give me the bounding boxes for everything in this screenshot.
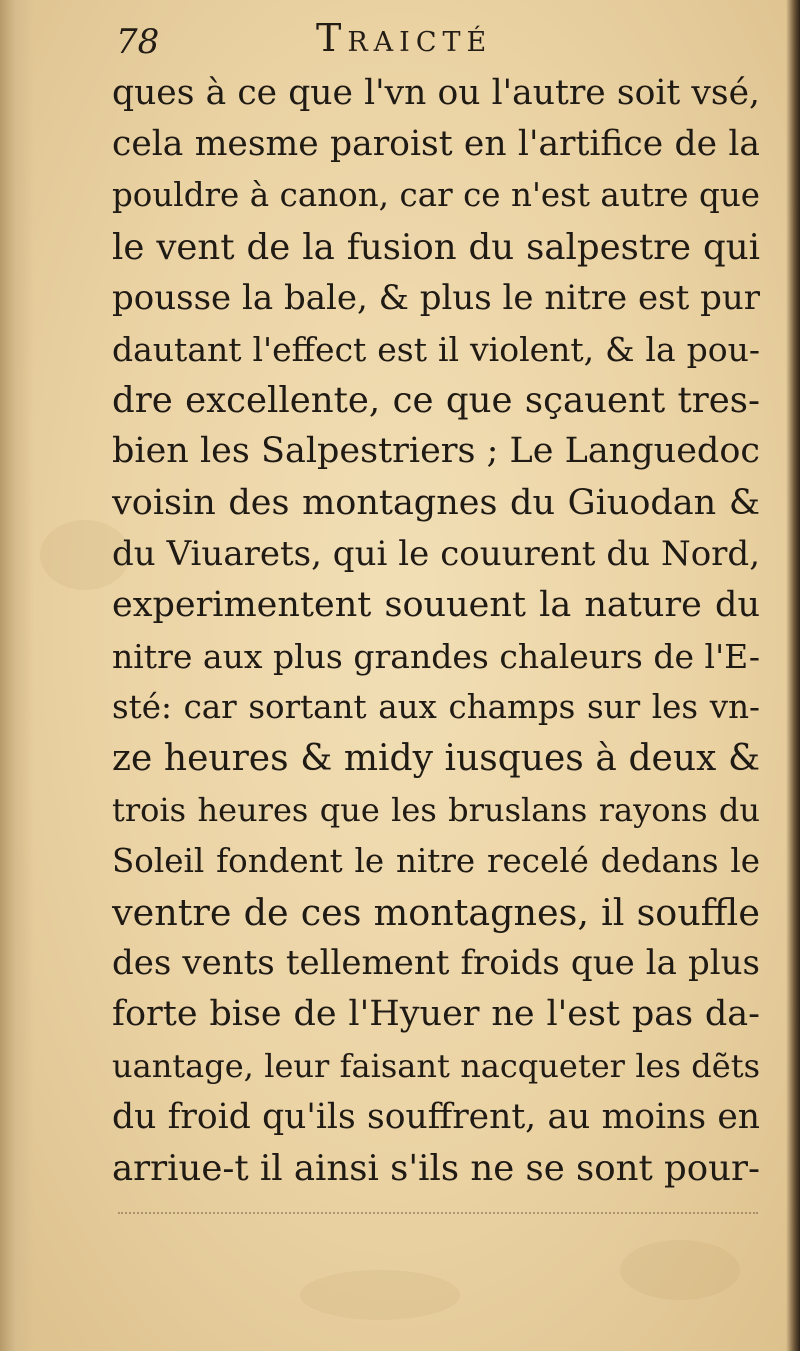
- text-line: sté: car sortant aux champs sur les vn-: [112, 688, 760, 727]
- text-line: du Viuarets, qui le couurent du Nord,: [112, 533, 760, 574]
- page-edge: [786, 0, 800, 1351]
- text-line: dre excellente, ce que sçauent tres-: [112, 380, 760, 422]
- body-text: [112, 68, 760, 1194]
- text-line: du froid qu'ils souffrent, au moins en: [112, 1096, 760, 1137]
- text-line: arriue-t il ainsi s'ils ne se sont pour-: [112, 1147, 760, 1189]
- page-header: [116, 8, 756, 64]
- page-gutter: [0, 0, 34, 1351]
- paper-stain: [620, 1240, 740, 1300]
- text-line: cela mesme paroist en l'artifice de la: [112, 124, 760, 165]
- text-line: pouldre à canon, car ce n'est autre que: [112, 176, 760, 215]
- text-line: pousse la bale, & plus le nitre est pur: [112, 277, 760, 318]
- bottom-rule: [118, 1212, 758, 1216]
- text-line: experimentent souuent la nature du: [112, 584, 760, 625]
- running-head: Traicté: [316, 16, 493, 60]
- text-line: ze heures & midy iusques à deux &: [112, 738, 760, 780]
- text-line: forte bise de l'Hyuer ne l'est pas da-: [112, 994, 760, 1035]
- text-line: le vent de la fusion du salpestre qui: [112, 226, 760, 268]
- text-line: trois heures que les bruslans rayons du: [112, 790, 760, 829]
- text-line: dautant l'effect est il violent, & la pou-: [112, 329, 760, 369]
- text-line: ques à ce que l'vn ou l'autre soit vsé,: [112, 73, 760, 113]
- text-line: Soleil fondent le nitre recelé dedans le: [112, 841, 760, 880]
- paper-stain: [300, 1270, 460, 1320]
- text-line: des vents tellement froids que la plus: [112, 943, 760, 984]
- text-line: bien les Salpestriers ; Le Languedoc: [112, 431, 760, 472]
- text-line: ventre de ces montagnes, il souffle: [112, 891, 760, 934]
- text-line: uantage, leur faisant nacqueter les dẽts: [112, 1046, 760, 1085]
- text-line: voisin des montagnes du Giuodan &: [112, 482, 760, 523]
- page-number: 78: [116, 22, 160, 62]
- text-line: nitre aux plus grandes chaleurs de l'E-: [112, 637, 760, 677]
